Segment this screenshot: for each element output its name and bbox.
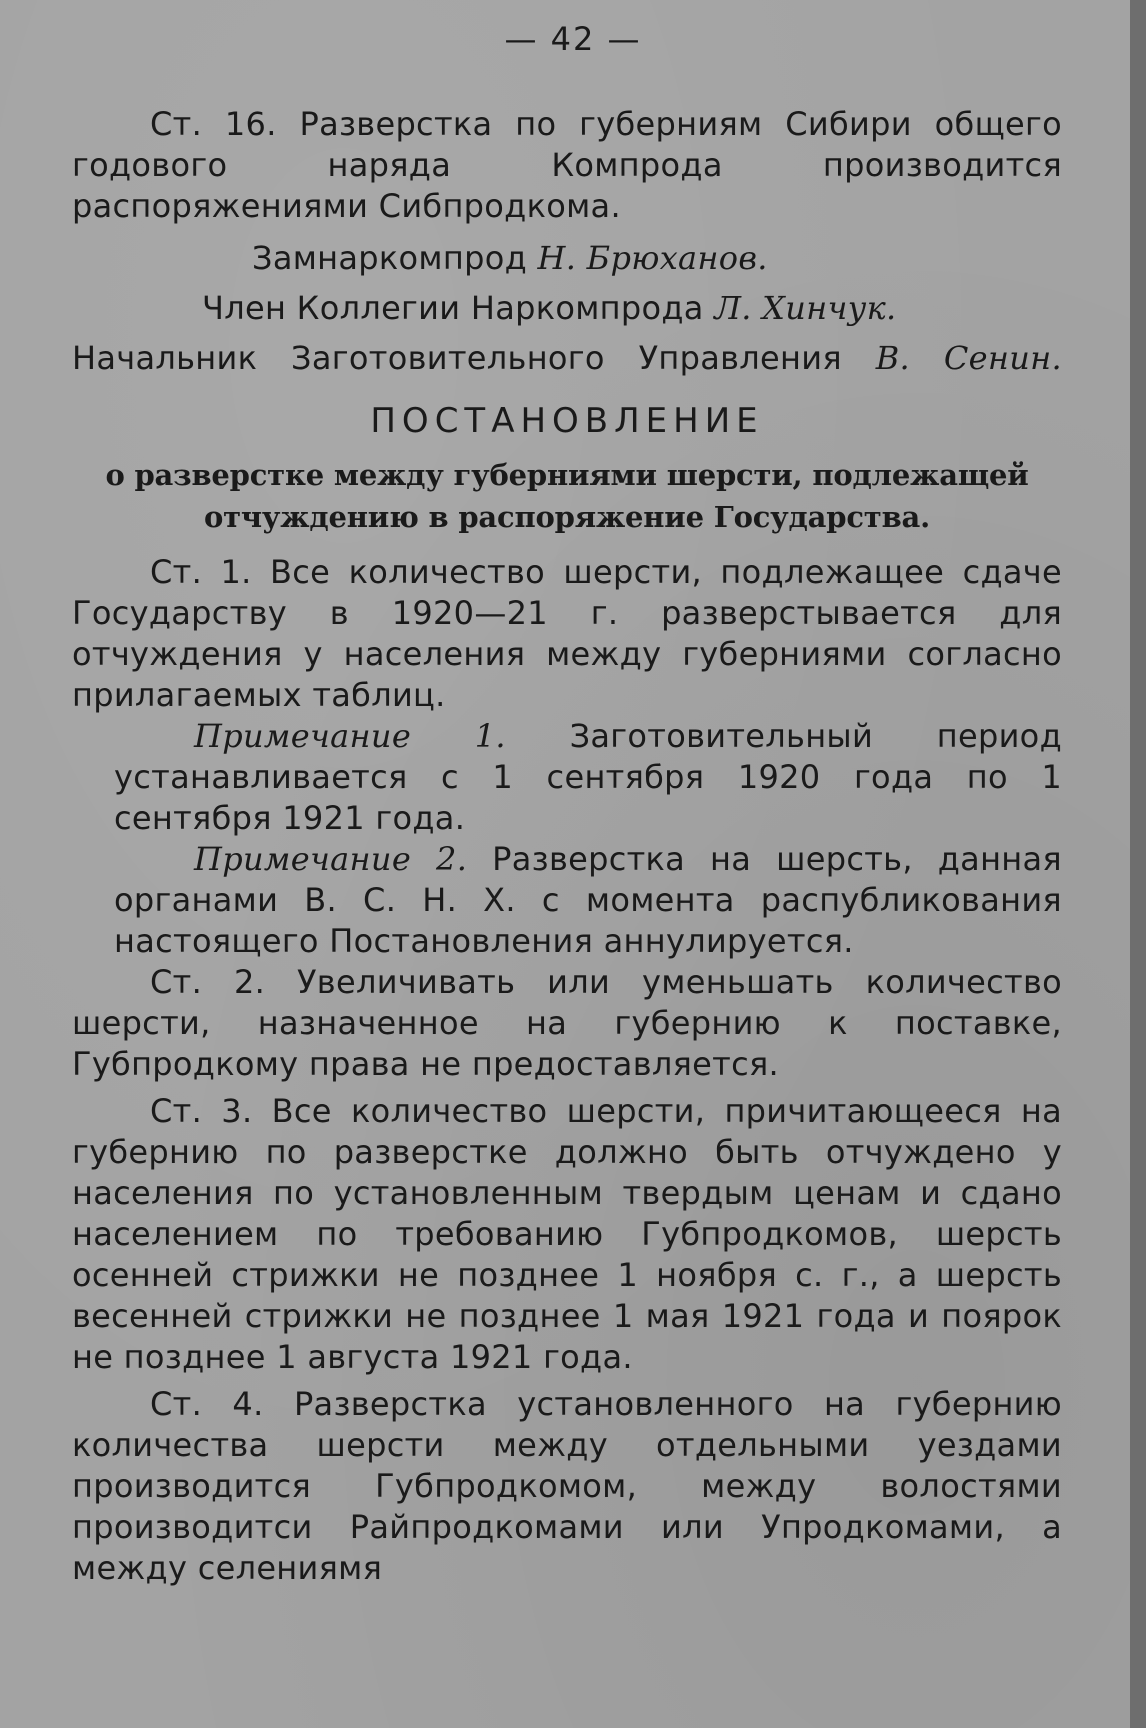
page-edge-shadow — [1130, 0, 1146, 1728]
resolution-heading: ПОСТАНОВЛЕНИЕ — [370, 401, 764, 441]
note-2 — [72, 839, 1062, 962]
article-16: Ст. 16. Разверстка по губерниям Сибири общего годового наряда Компрода производится распоряжениями Сибпродкома. — [72, 105, 1062, 225]
signature-board-member — [72, 288, 1062, 329]
article-3: Ст. 3. Все количество шерсти, причитающееся на губернию по разверстке должно быть отчуждено у населения по установленным твердым ценам и сдано населением по требованию Губпродкомов, шерсть осенней стрижки не позднее 1 ноября с. г., а шерсть весенней стрижки не позднее 1 мая 1921 года и поярок не позднее 1 августа 1921 года. — [72, 1092, 1062, 1376]
article-2: Ст. 2. Увеличивать или уменьшать количество шерсти, назначенное на губернию к поставке, Губпродкому права не предоставляется. — [72, 963, 1062, 1083]
signature-department-head — [72, 338, 1062, 379]
signature-title: Замнаркомпрод — [252, 239, 527, 277]
signature-title: Член Коллегии Наркомпрода — [202, 289, 704, 327]
note-label: Примечание 1. — [194, 717, 506, 755]
page-body — [72, 104, 1062, 1589]
signature-title: Начальник Заготовительного Управления — [72, 339, 842, 377]
note-1 — [72, 716, 1062, 839]
note-text: Разверстка на шерсть, данная органами В. С. Н. Х. с момента распубликования настоящего Постановления аннулируется. — [114, 840, 1062, 960]
note-label: Примечание 2. — [194, 840, 468, 878]
note-text: Заготовительный период устанавливается с 1 сентября 1920 года по 1 сентября 1921 года. — [114, 717, 1062, 837]
signature-name: В. Сенин. — [875, 339, 1062, 377]
resolution-subheading: о разверстке между губерниями шерсти, подлежащей отчуждению в распоряжение Государства. — [105, 458, 1029, 534]
signature-name: Н. Брюханов. — [537, 239, 768, 277]
article-4: Ст. 4. Разверстка установленного на губернию количества шерсти между отдельными уездами производится Губпродкомом, между волостями производитси Райпродкомами или Упродкомами, а между селениямя — [72, 1385, 1062, 1587]
signature-name: Л. Хинчук. — [714, 289, 897, 327]
signature-deputy-commissar — [72, 238, 1062, 279]
page-number: — 42 — — [504, 20, 642, 58]
article-1: Ст. 1. Все количество шерсти, подлежащее сдаче Государству в 1920—21 г. разверстывается для отчуждения у населения между губерниями согласно прилагаемых таблиц. — [72, 553, 1062, 714]
